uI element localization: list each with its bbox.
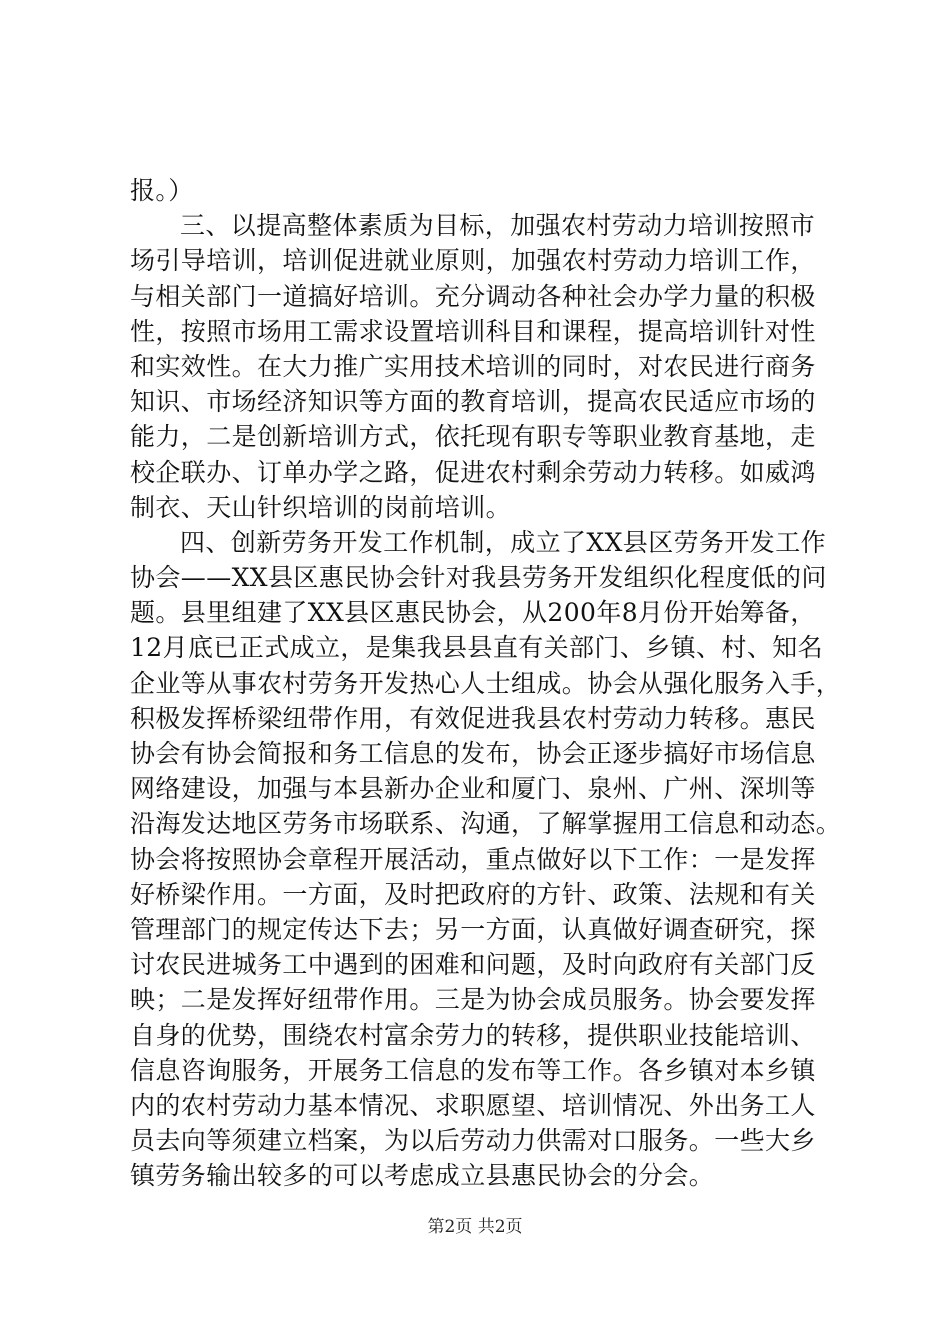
text-line: 网络建设，加强与本县新办企业和厦门、泉州、广州、深圳等 xyxy=(130,774,816,804)
text-line: 能力，二是创新培训方式，依托现有职专等职业教育基地，走 xyxy=(130,422,816,452)
text-line: 讨农民进城务工中遇到的困难和问题，及时向政府有关部门反 xyxy=(130,950,816,980)
text-line: 好桥梁作用。一方面，及时把政府的方针、政策、法规和有关 xyxy=(130,879,816,909)
text-line: 积极发挥桥梁纽带作用，有效促进我县农村劳动力转移。惠民 xyxy=(130,703,816,733)
text-line: 知识、市场经济知识等方面的教育培训，提高农民适应市场的 xyxy=(130,387,816,417)
text-line: 自身的优势，围绕农村富余劳力的转移，提供职业技能培训、 xyxy=(130,1020,816,1050)
text-line: 三、以提高整体素质为目标，加强农村劳动力培训按照市 xyxy=(180,211,816,241)
document-body xyxy=(130,173,842,1193)
text-line: 协会将按照协会章程开展活动，重点做好以下工作：一是发挥 xyxy=(130,844,816,874)
text-line: 校企联办、订单办学之路，促进农村剩余劳动力转移。如威鸿 xyxy=(130,457,816,487)
page-number: 第2页 共2页 xyxy=(427,1217,523,1237)
page-footer xyxy=(0,1216,950,1238)
text-line: 场引导培训，培训促进就业原则，加强农村劳动力培训工作， xyxy=(130,246,816,276)
text-line: 映；二是发挥好纽带作用。三是为协会成员服务。协会要发挥 xyxy=(130,985,816,1015)
text-line: 沿海发达地区劳务市场联系、沟通，了解掌握用工信息和动态。 xyxy=(130,809,842,839)
text-line: 员去向等须建立档案，为以后劳动力供需对口服务。一些大乡 xyxy=(130,1126,816,1156)
text-line: 信息咨询服务，开展务工信息的发布等工作。各乡镇对本乡镇 xyxy=(130,1055,816,1085)
text-line: 性，按照市场用工需求设置培训科目和课程，提高培训针对性 xyxy=(130,316,816,346)
text-line: 12月底已正式成立，是集我县县直有关部门、乡镇、村、知名 xyxy=(130,633,824,663)
text-line: 协会——XX县区惠民协会针对我县劳务开发组织化程度低的问 xyxy=(130,563,827,593)
text-line: 制衣、天山针织培训的岗前培训。 xyxy=(130,492,512,522)
text-line: 镇劳务输出较多的可以考虑成立县惠民协会的分会。 xyxy=(130,1161,715,1191)
text-line: 协会有协会简报和务工信息的发布，协会正逐步搞好市场信息 xyxy=(130,739,816,768)
text-line: 企业等从事农村劳务开发热心人士组成。协会从强化服务入手， xyxy=(130,668,842,698)
text-line: 报。） xyxy=(130,176,194,205)
text-line: 题。县里组建了XX县区惠民协会，从200年8月份开始筹备， xyxy=(130,598,816,628)
text-line: 和实效性。在大力推广实用技术培训的同时，对农民进行商务 xyxy=(130,351,816,381)
text-line: 内的农村劳动力基本情况、求职愿望、培训情况、外出务工人 xyxy=(130,1090,816,1120)
text-line: 与相关部门一道搞好培训。充分调动各种社会办学力量的积极 xyxy=(130,281,816,311)
text-line: 管理部门的规定传达下去；另一方面，认真做好调查研究，探 xyxy=(130,914,816,944)
text-line: 四、创新劳务开发工作机制，成立了XX县区劳务开发工作 xyxy=(180,527,826,557)
